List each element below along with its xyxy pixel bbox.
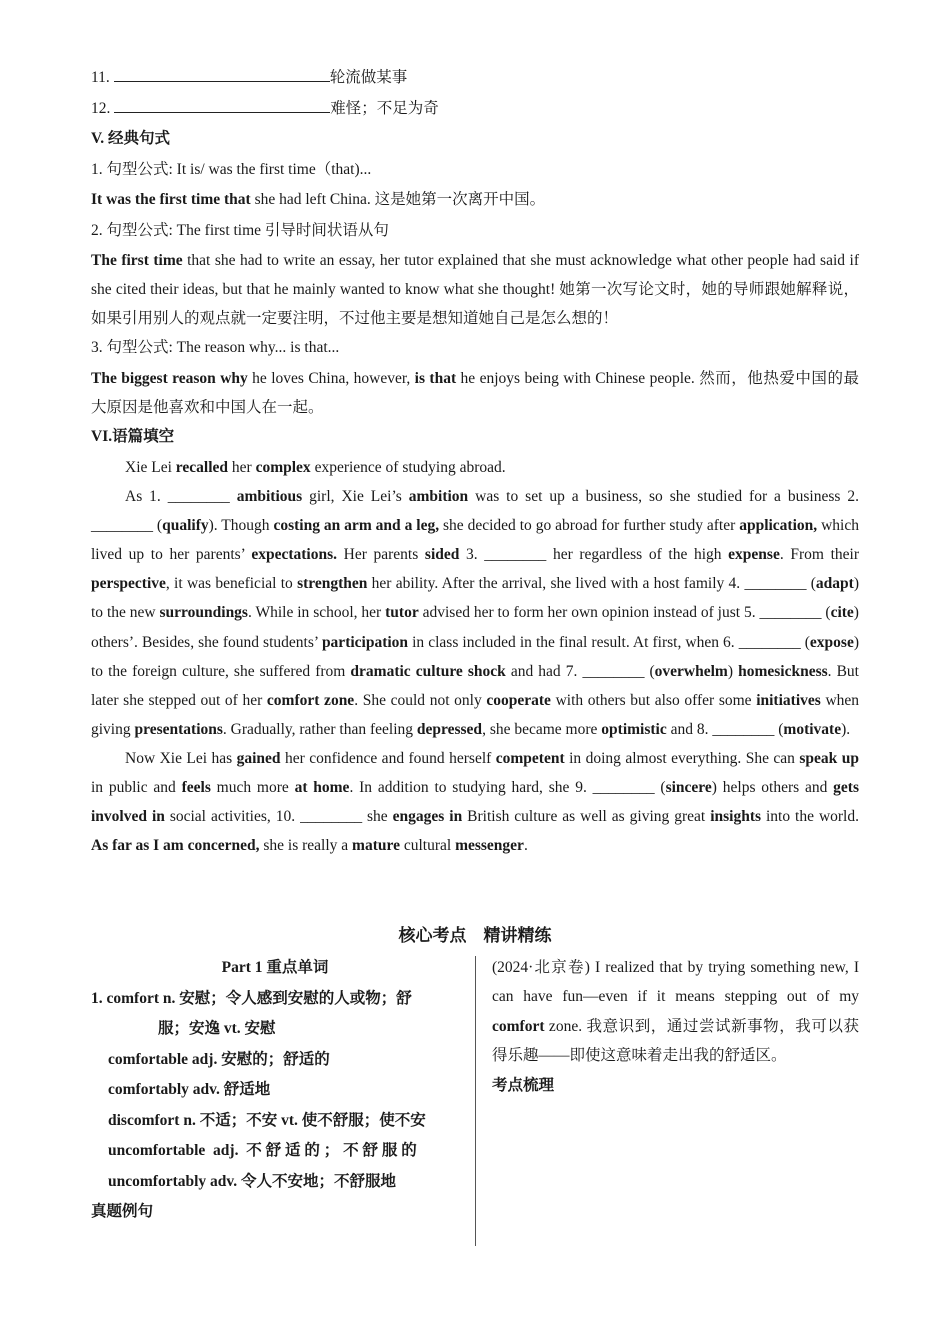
passage-text: , it was beneficial to bbox=[165, 575, 298, 593]
passage-text: Her parents bbox=[337, 546, 425, 564]
passage-paragraph-1 bbox=[91, 453, 859, 482]
keyword: speak up bbox=[799, 749, 859, 767]
passage-text: she is really a bbox=[259, 837, 353, 855]
answer-blank[interactable]: ________ bbox=[582, 662, 645, 680]
keyword: comfort zone bbox=[266, 691, 355, 709]
passage-text: in doing almost everything. She can bbox=[564, 749, 800, 767]
keyword: ambitious bbox=[236, 488, 303, 506]
example-bold: The first time bbox=[91, 252, 183, 269]
passage-text: . From their bbox=[779, 546, 859, 564]
keyword: dramatic culture shock bbox=[350, 662, 506, 680]
exam-example-label: 真题例句 bbox=[91, 1203, 154, 1220]
example-2 bbox=[91, 246, 859, 333]
keyword: cite bbox=[830, 604, 854, 622]
passage-text: Xie Lei bbox=[125, 459, 176, 476]
passage-text: and 8. bbox=[666, 720, 713, 738]
keyword: expectations. bbox=[251, 546, 337, 564]
passage-text: experience of studying abroad. bbox=[310, 459, 506, 476]
passage-text: she decided to go abroad for further study after bbox=[439, 517, 740, 535]
keyword: costing an arm and a leg, bbox=[273, 517, 440, 535]
example-text: he loves China, however, bbox=[247, 369, 415, 387]
vocab-item-11 bbox=[91, 63, 859, 94]
example-text: he enjoys being with Chinese people. 然而，他热爱中国的最大原因是他喜欢和中国人在一起。 bbox=[91, 369, 859, 416]
keyword: feels bbox=[181, 779, 211, 797]
keyword: recalled bbox=[175, 459, 229, 476]
passage-text: ). bbox=[841, 720, 851, 738]
passage-text: ( bbox=[654, 779, 666, 797]
passage-text: . While in school, her bbox=[247, 604, 386, 622]
example-1 bbox=[91, 185, 859, 216]
keyword: depressed bbox=[416, 720, 483, 738]
keyword: motivate bbox=[783, 720, 842, 738]
passage-text: ( bbox=[800, 633, 810, 651]
keyword: qualify bbox=[162, 517, 209, 535]
answer-blank[interactable]: ________ bbox=[738, 633, 801, 651]
sentence-text: (2024·北京卷) I realized that by trying something new, I can have fun—even if it means stepping out of my bbox=[492, 959, 859, 1006]
answer-blank[interactable]: ________ bbox=[167, 488, 230, 506]
answer-blank[interactable]: ________ bbox=[592, 779, 655, 797]
keyword: mature bbox=[352, 837, 400, 855]
keyword: cooperate bbox=[486, 691, 551, 709]
core-section-title: 核心考点 精讲精练 bbox=[398, 926, 552, 945]
passage-text bbox=[230, 488, 237, 505]
passage-paragraph-3 bbox=[91, 744, 859, 860]
passage-text: her regardless of the high bbox=[546, 546, 729, 564]
passage-text: ( bbox=[644, 662, 655, 680]
passage-text: in class included in the final result. At first, when 6. bbox=[408, 633, 739, 651]
section-6-heading: VI.语篇填空 bbox=[91, 427, 175, 445]
passage-text: in public and bbox=[91, 779, 182, 797]
formula-2: 2. 句型公式: The first time 引导时间状语从句 bbox=[91, 221, 389, 239]
example-bold: It was the first time that bbox=[91, 191, 251, 208]
analysis-label: 考点梳理 bbox=[492, 1077, 555, 1095]
answer-blank[interactable] bbox=[114, 95, 330, 113]
keyword: strengthen bbox=[297, 575, 368, 593]
passage-text: with others but also offer some bbox=[550, 691, 757, 709]
passage-text: ( bbox=[806, 575, 816, 593]
passage-text: ( bbox=[821, 604, 831, 622]
passage-text: ) to the foreign culture, she suffered from bbox=[91, 633, 859, 680]
passage-text: ). Though bbox=[208, 517, 274, 535]
derived-word: discomfort n. 不适；不安 vt. 使不舒服；使不安 bbox=[108, 1111, 426, 1129]
passage-text: ) others’. Besides, she found students’ bbox=[91, 604, 859, 651]
keyword: perspective bbox=[91, 575, 166, 593]
keyword: expense bbox=[728, 546, 780, 564]
keyword: engages in bbox=[392, 808, 463, 826]
keyword: sincere bbox=[665, 779, 712, 797]
example-text: that she had to write an essay, her tutor explained that she must acknowledge what other people had said if she cited their ideas, but that he mainly wanted to know what she thought! 她第一次写论文时，她的导师跟她解释说，如果引用别人的观点就一定要注明，不过他主要是想知道她自己是怎么想的！ bbox=[91, 252, 859, 327]
example-text: she had left China. 这是她第一次离开中国。 bbox=[250, 191, 546, 208]
answer-blank[interactable]: ________ bbox=[759, 604, 822, 622]
passage-text: and had 7. bbox=[505, 662, 583, 680]
passage-text: advised her to form her own opinion instead of just 5. bbox=[418, 604, 760, 622]
keyword: surroundings bbox=[159, 604, 248, 622]
keyword: insights bbox=[710, 808, 762, 826]
passage-text: ) bbox=[727, 662, 739, 680]
passage-text: much more bbox=[210, 779, 295, 797]
keyword: tutor bbox=[385, 604, 419, 622]
cloze-passage bbox=[91, 453, 859, 860]
keyword: expose bbox=[809, 633, 854, 651]
passage-text: ( bbox=[774, 720, 784, 738]
keyword: homesickness bbox=[738, 662, 828, 680]
item-meaning: 难怪；不足为奇 bbox=[330, 99, 439, 117]
column-divider bbox=[475, 956, 476, 1246]
sentence-text: zone. 我意识到，通过尝试新事物，我可以获得乐趣——即使这意味着走出我的舒适区。 bbox=[492, 1017, 859, 1064]
passage-text: which lived up to her parents’ bbox=[91, 517, 859, 564]
entry-line: 服；安逸 vt. 安慰 bbox=[158, 1020, 276, 1037]
keyword: gained bbox=[236, 749, 281, 767]
section-5-heading: V. 经典句式 bbox=[91, 130, 170, 147]
keyword: initiatives bbox=[756, 691, 821, 709]
word-entry-comfort bbox=[91, 984, 459, 1045]
derived-word: comfortably adv. 舒适地 bbox=[108, 1081, 271, 1098]
passage-text: , she became more bbox=[482, 720, 602, 738]
keyword: at home bbox=[294, 779, 350, 797]
keyword: sided bbox=[424, 546, 460, 564]
keyword: competent bbox=[495, 749, 565, 767]
passage-text: . She could not only bbox=[354, 691, 487, 709]
answer-blank[interactable]: ________ bbox=[484, 546, 547, 564]
answer-blank[interactable]: ________ bbox=[91, 517, 153, 535]
left-column bbox=[91, 953, 459, 1228]
sentence-bold: comfort bbox=[492, 1017, 545, 1035]
passage-text: ) helps others and bbox=[711, 779, 834, 797]
passage-text: 3. bbox=[459, 546, 485, 564]
passage-text: her ability. After the arrival, she lived with a host family 4. bbox=[367, 575, 745, 593]
formula-3: 3. 句型公式: The reason why... is that... bbox=[91, 339, 340, 356]
keyword: gets involved in bbox=[91, 779, 859, 826]
answer-blank[interactable]: ________ bbox=[300, 808, 363, 826]
derived-word: uncomfortably adv. 令人不安地；不舒服地 bbox=[108, 1172, 397, 1190]
item-number: 11. bbox=[91, 69, 110, 86]
page-content bbox=[91, 63, 859, 860]
passage-text: ) to the new bbox=[91, 575, 859, 622]
passage-text: into the world. bbox=[761, 808, 859, 826]
passage-text: . But later she stepped out of her bbox=[91, 662, 859, 709]
derived-word: uncomfortable adj. 不 舒 适 的 ； 不 舒 服 的 bbox=[108, 1142, 417, 1159]
keyword: ambition bbox=[408, 488, 469, 506]
item-number: 12. bbox=[91, 99, 111, 117]
passage-text: As 1. bbox=[125, 488, 168, 506]
passage-text: . bbox=[523, 837, 528, 855]
vocab-item-12 bbox=[91, 94, 859, 125]
keyword: presentations bbox=[134, 720, 223, 738]
part-title: Part 1 重点单词 bbox=[221, 959, 329, 976]
passage-text: when giving bbox=[91, 691, 860, 738]
passage-text: was to set up a business, so she studied for a business 2. bbox=[468, 488, 859, 506]
passage-text: her confidence and found herself bbox=[280, 749, 496, 767]
passage-text: her bbox=[228, 459, 256, 476]
passage-text: she bbox=[362, 808, 393, 826]
keyword: overwhelm bbox=[654, 662, 728, 680]
keyword: optimistic bbox=[601, 720, 667, 738]
keyword: messenger bbox=[455, 837, 524, 855]
exam-example-sentence bbox=[492, 953, 859, 1070]
keyword: complex bbox=[255, 459, 311, 476]
keyword: participation bbox=[321, 633, 409, 651]
passage-text: . In addition to studying hard, she 9. bbox=[349, 779, 593, 797]
passage-text: social activities, 10. bbox=[164, 808, 301, 826]
answer-blank[interactable]: ________ bbox=[744, 575, 807, 593]
example-bold: is that bbox=[414, 369, 457, 387]
passage-paragraph-2 bbox=[91, 482, 859, 744]
example-3 bbox=[91, 364, 859, 422]
passage-text: cultural bbox=[399, 837, 456, 855]
keyword: adapt bbox=[815, 575, 854, 593]
item-meaning: 轮流做某事 bbox=[329, 69, 408, 86]
passage-text: . Gradually, rather than feeling bbox=[222, 720, 417, 738]
passage-text: British culture as well as giving great bbox=[462, 808, 711, 826]
passage-text: ( bbox=[153, 517, 163, 535]
keyword: application, bbox=[739, 517, 818, 535]
example-bold: The biggest reason why bbox=[91, 369, 248, 387]
right-column bbox=[492, 953, 859, 1100]
passage-text: girl, Xie Lei’s bbox=[302, 488, 409, 506]
passage-text: Now Xie Lei has bbox=[125, 749, 237, 767]
answer-blank[interactable]: ________ bbox=[712, 720, 775, 738]
entry-line: 1. comfort n. 安慰；令人感到安慰的人或物；舒 bbox=[91, 989, 412, 1007]
formula-1: 1. 句型公式: It is/ was the first time（that)... bbox=[91, 160, 372, 178]
answer-blank[interactable] bbox=[114, 64, 330, 82]
keyword: As far as I am concerned, bbox=[91, 837, 260, 855]
derived-word: comfortable adj. 安慰的；舒适的 bbox=[108, 1050, 330, 1068]
